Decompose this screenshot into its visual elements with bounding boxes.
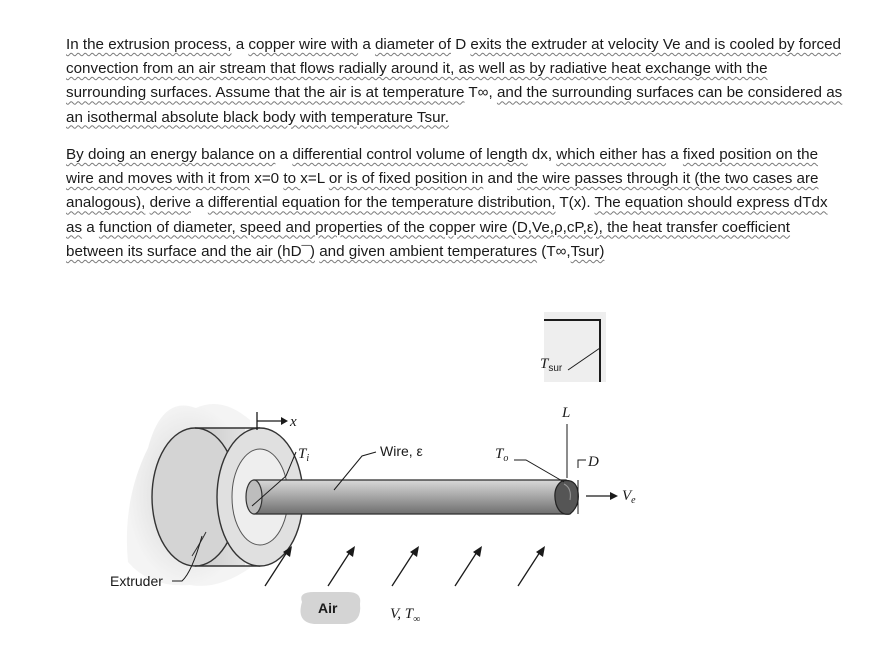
extrusion-figure (100, 300, 750, 640)
x-axis (257, 412, 288, 430)
text-run: a (190, 194, 208, 212)
text-run: x=L (300, 170, 329, 188)
t-sur-sub: sur (548, 363, 563, 374)
extruder-label: Extruder (110, 573, 163, 589)
text-run: T(x). (555, 194, 595, 212)
text-run: to (283, 170, 301, 188)
text-run: function of diameter, speed and properties of the copper wire (D,Ve,ρ,cP,ε), the heat transfer coefficient between its surface and the air (hD¯) (66, 218, 791, 260)
text-run: the wire passes through it (the two cases are analogous), (66, 170, 819, 212)
air-flow-arrows (265, 546, 545, 586)
problem-paragraph-2 (66, 143, 846, 264)
x-axis-label: x (290, 414, 297, 430)
text-run: a (275, 146, 293, 163)
air-temp-sub: ∞ (413, 614, 421, 625)
air-arrow (518, 546, 545, 586)
text-run: T∞, (464, 84, 497, 102)
text-run: and the surrounding surfaces can be considered as an isothermal absolute black body with temperature Tsur. (66, 84, 843, 126)
text-run: copper wire with (248, 36, 359, 53)
text-run: derive (149, 194, 191, 212)
text-run: and (483, 170, 518, 188)
velocity-sub: e (631, 495, 636, 506)
air-velocity-label (390, 606, 420, 625)
t-o-sub: o (503, 453, 509, 464)
text-run: By doing an energy balance on (66, 146, 276, 163)
diameter-label: D (588, 454, 599, 470)
text-run: which either has (556, 146, 667, 163)
t-o-leader (514, 460, 564, 482)
air-arrow (455, 546, 482, 586)
text-run: exits the extruder at velocity Ve and is cooled by forced convection from an air stream that flows radially around it, as well as by radiative heat exchange with the surrounding surfaces. Assume that the air is at temperature (66, 36, 842, 102)
exit-velocity-label (622, 488, 636, 506)
t-o-label (495, 446, 508, 464)
wire (246, 480, 578, 514)
text-run: a (358, 36, 375, 53)
velocity-main: V (622, 488, 632, 504)
t-i-label (298, 446, 309, 464)
wire-label: Wire, ε (380, 443, 423, 459)
t-sur-main: T (540, 356, 549, 372)
text-run: The equation should express dTdx (594, 194, 828, 212)
air-label: Air (318, 600, 338, 616)
text-run: a (231, 36, 249, 53)
text-run: and given ambient temperatures (319, 242, 538, 260)
text-run: a (666, 146, 683, 163)
text-run: differential control volume of length (292, 146, 528, 163)
t-o-main: T (495, 446, 504, 462)
text-run: or is of fixed position in (328, 170, 484, 188)
text-run: a (82, 218, 99, 236)
t-i-sub: i (306, 453, 310, 464)
text-run: (T∞, (537, 242, 571, 260)
text-run: differential equation for the temperature distribution, (207, 194, 556, 212)
text-run: diameter of (374, 36, 451, 53)
diameter-leader (578, 460, 586, 468)
text-run: fixed position on the wire and moves with it from (66, 146, 819, 188)
air-arrow (392, 546, 419, 586)
text-run: In the extrusion process, (66, 36, 232, 53)
text-run: D (450, 36, 471, 53)
length-label: L (562, 405, 571, 421)
air-arrow (328, 546, 355, 586)
text-run: x=0 (250, 170, 284, 188)
text-run: as (66, 218, 83, 236)
air-velocity-main: V, T (390, 606, 414, 622)
t-i-main: T (298, 446, 307, 462)
exit-velocity-arrow (586, 492, 618, 500)
text-run: Tsur) (570, 242, 605, 260)
problem-paragraph-1 (66, 33, 846, 130)
text-run: dx, (527, 146, 557, 163)
